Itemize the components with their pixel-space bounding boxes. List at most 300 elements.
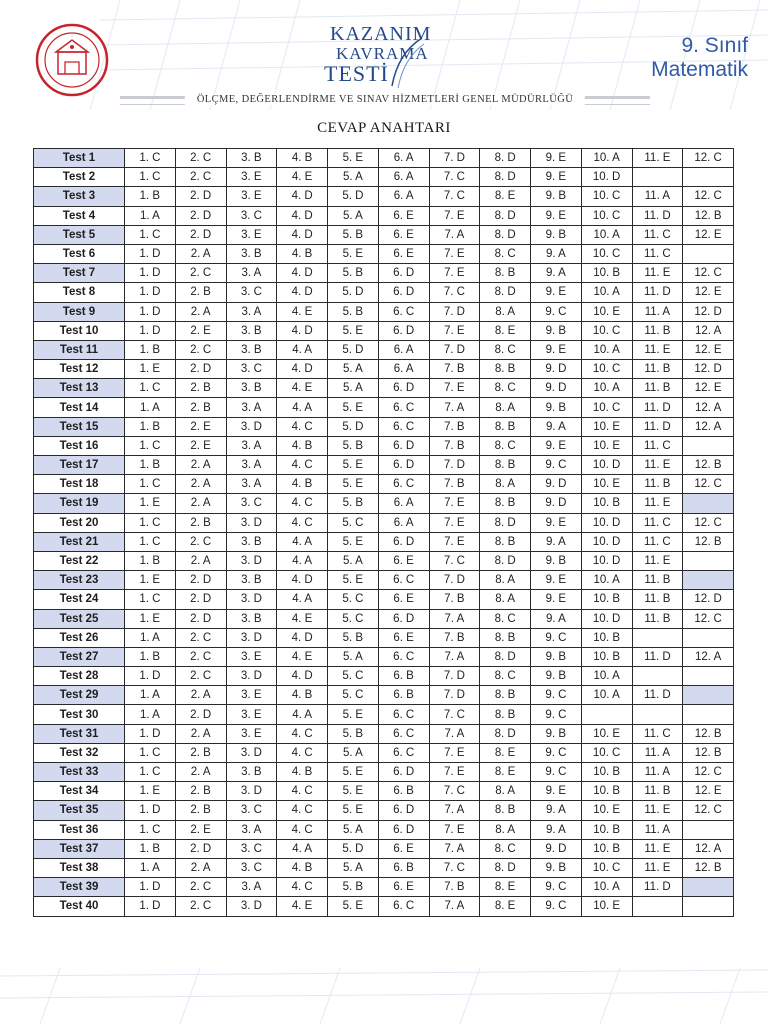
answer-cell: 6. B [378, 858, 429, 877]
answer-cell: 11. E [632, 264, 683, 283]
answer-cell: 4. B [277, 149, 328, 168]
test-name-cell: Test 30 [34, 705, 125, 724]
answer-cell: 9. B [531, 225, 582, 244]
grade-label: 9. Sınıf [681, 34, 748, 57]
answer-cell: 6. C [378, 647, 429, 666]
answer-cell: 1. D [125, 667, 176, 686]
answer-cell: 12. A [683, 398, 734, 417]
answer-row [34, 244, 734, 263]
answer-cell: 5. C [328, 667, 379, 686]
answer-cell: 5. B [328, 494, 379, 513]
answer-cell: 2. D [175, 206, 226, 225]
answer-cell: 3. A [226, 264, 277, 283]
answer-cell: 5. C [328, 590, 379, 609]
answer-cell: 4. A [277, 398, 328, 417]
answer-cell: 7. A [429, 398, 480, 417]
answer-cell: 4. B [277, 475, 328, 494]
answer-cell: 2. A [175, 686, 226, 705]
answer-cell: 5. A [328, 168, 379, 187]
empty-cell [683, 436, 734, 455]
answer-cell: 7. E [429, 743, 480, 762]
answer-cell: 7. E [429, 494, 480, 513]
answer-cell: 9. B [531, 724, 582, 743]
answer-cell: 7. D [429, 571, 480, 590]
answer-cell: 7. B [429, 417, 480, 436]
empty-cell [632, 667, 683, 686]
logo-swoosh-icon [386, 34, 426, 90]
answer-cell: 2. E [175, 436, 226, 455]
answer-cell: 1. D [125, 264, 176, 283]
answer-cell: 12. D [683, 360, 734, 379]
answer-cell: 11. E [632, 149, 683, 168]
answer-cell: 6. C [378, 724, 429, 743]
answer-row [34, 647, 734, 666]
answer-cell: 3. D [226, 897, 277, 916]
answer-cell: 8. A [480, 782, 531, 801]
answer-cell: 9. D [531, 494, 582, 513]
answer-cell: 4. D [277, 628, 328, 647]
answer-cell: 12. C [683, 513, 734, 532]
answer-cell: 1. C [125, 513, 176, 532]
answer-cell: 1. B [125, 647, 176, 666]
answer-cell: 5. A [328, 360, 379, 379]
test-name-cell: Test 8 [34, 283, 125, 302]
answer-cell: 2. D [175, 187, 226, 206]
answer-cell: 4. C [277, 743, 328, 762]
answer-cell: 12. E [683, 340, 734, 359]
answer-cell: 9. D [531, 360, 582, 379]
answer-cell: 3. C [226, 283, 277, 302]
answer-cell: 2. C [175, 340, 226, 359]
answer-cell: 5. B [328, 628, 379, 647]
test-name-cell: Test 9 [34, 302, 125, 321]
grade-subject-label [651, 34, 748, 82]
answer-cell: 12. C [683, 475, 734, 494]
answer-cell: 5. A [328, 743, 379, 762]
answer-cell: 5. E [328, 782, 379, 801]
answer-cell: 7. A [429, 225, 480, 244]
answer-cell: 6. E [378, 590, 429, 609]
answer-cell: 11. D [632, 647, 683, 666]
answer-cell: 3. C [226, 206, 277, 225]
answer-row [34, 724, 734, 743]
answer-cell: 9. E [531, 590, 582, 609]
footer-grid-background [0, 968, 768, 1024]
answer-row [34, 206, 734, 225]
answer-cell: 5. E [328, 763, 379, 782]
answer-cell: 1. C [125, 475, 176, 494]
answer-cell: 8. E [480, 878, 531, 897]
answer-cell: 5. D [328, 187, 379, 206]
answer-cell: 1. C [125, 225, 176, 244]
answer-cell: 8. D [480, 168, 531, 187]
answer-cell: 6. D [378, 820, 429, 839]
answer-row [34, 149, 734, 168]
answer-cell: 8. A [480, 571, 531, 590]
organization-band [120, 93, 650, 111]
empty-cell [683, 571, 734, 590]
answer-cell: 3. B [226, 571, 277, 590]
answer-cell: 5. D [328, 839, 379, 858]
answer-cell: 6. C [378, 571, 429, 590]
answer-cell: 6. C [378, 398, 429, 417]
answer-cell: 6. A [378, 340, 429, 359]
answer-row [34, 609, 734, 628]
answer-cell: 11. C [632, 244, 683, 263]
answer-cell: 1. E [125, 494, 176, 513]
answer-cell: 6. E [378, 225, 429, 244]
answer-cell: 2. C [175, 647, 226, 666]
answer-cell: 6. D [378, 321, 429, 340]
answer-cell: 9. B [531, 647, 582, 666]
answer-cell: 8. E [480, 897, 531, 916]
answer-cell: 1. A [125, 858, 176, 877]
answer-row [34, 398, 734, 417]
empty-cell [581, 705, 632, 724]
test-name-cell: Test 39 [34, 878, 125, 897]
answer-cell: 8. A [480, 302, 531, 321]
answer-cell: 2. A [175, 494, 226, 513]
answer-cell: 10. B [581, 494, 632, 513]
answer-cell: 9. A [531, 244, 582, 263]
answer-cell: 11. C [632, 532, 683, 551]
answer-cell: 6. D [378, 763, 429, 782]
answer-cell: 7. C [429, 187, 480, 206]
answer-cell: 2. D [175, 360, 226, 379]
answer-cell: 11. E [632, 456, 683, 475]
answer-row [34, 168, 734, 187]
answer-cell: 10. D [581, 609, 632, 628]
answer-cell: 2. C [175, 532, 226, 551]
answer-cell: 1. D [125, 244, 176, 263]
answer-cell: 10. D [581, 532, 632, 551]
answer-cell: 5. D [328, 340, 379, 359]
answer-cell: 6. C [378, 302, 429, 321]
answer-cell: 8. E [480, 743, 531, 762]
answer-row [34, 340, 734, 359]
answer-cell: 8. C [480, 667, 531, 686]
answer-cell: 6. E [378, 244, 429, 263]
answer-cell: 4. C [277, 494, 328, 513]
answer-cell: 7. A [429, 801, 480, 820]
answer-row [34, 532, 734, 551]
answer-cell: 7. B [429, 628, 480, 647]
answer-cell: 3. A [226, 302, 277, 321]
answer-cell: 8. D [480, 283, 531, 302]
answer-cell: 5. B [328, 302, 379, 321]
answer-cell: 5. E [328, 532, 379, 551]
answer-cell: 8. B [480, 532, 531, 551]
test-name-cell: Test 36 [34, 820, 125, 839]
answer-cell: 1. C [125, 820, 176, 839]
answer-row [34, 801, 734, 820]
answer-cell: 9. E [531, 168, 582, 187]
answer-cell: 1. E [125, 782, 176, 801]
answer-cell: 9. E [531, 340, 582, 359]
answer-cell: 10. D [581, 551, 632, 570]
answer-cell: 7. B [429, 475, 480, 494]
answer-cell: 3. A [226, 820, 277, 839]
answer-cell: 10. E [581, 417, 632, 436]
kazanim-kavrama-testi-logo [322, 24, 432, 94]
answer-cell: 5. B [328, 264, 379, 283]
answer-cell: 4. E [277, 379, 328, 398]
answer-cell: 7. C [429, 283, 480, 302]
answer-cell: 1. C [125, 379, 176, 398]
answer-cell: 12. B [683, 858, 734, 877]
answer-cell: 7. C [429, 782, 480, 801]
answer-cell: 5. A [328, 379, 379, 398]
answer-cell: 6. A [378, 494, 429, 513]
answer-row [34, 628, 734, 647]
answer-row [34, 494, 734, 513]
answer-cell: 11. A [632, 820, 683, 839]
answer-cell: 7. E [429, 206, 480, 225]
answer-cell: 2. C [175, 149, 226, 168]
answer-row [34, 513, 734, 532]
answer-cell: 2. D [175, 609, 226, 628]
answer-cell: 2. A [175, 302, 226, 321]
answer-cell: 8. C [480, 379, 531, 398]
logo-line-3: TESTİ [324, 61, 389, 86]
answer-row [34, 187, 734, 206]
answer-cell: 2. A [175, 456, 226, 475]
empty-cell [632, 897, 683, 916]
test-name-cell: Test 19 [34, 494, 125, 513]
answer-cell: 6. B [378, 782, 429, 801]
answer-cell: 11. E [632, 551, 683, 570]
answer-cell: 4. A [277, 340, 328, 359]
answer-cell: 1. C [125, 590, 176, 609]
answer-cell: 11. E [632, 839, 683, 858]
answer-row [34, 858, 734, 877]
answer-cell: 11. B [632, 475, 683, 494]
answer-cell: 10. E [581, 897, 632, 916]
answer-cell: 4. A [277, 532, 328, 551]
answer-cell: 7. B [429, 436, 480, 455]
answer-cell: 10. C [581, 743, 632, 762]
answer-cell: 6. E [378, 206, 429, 225]
answer-cell: 4. D [277, 264, 328, 283]
answer-cell: 5. A [328, 551, 379, 570]
answer-cell: 3. B [226, 244, 277, 263]
answer-cell: 12. B [683, 456, 734, 475]
answer-cell: 3. B [226, 340, 277, 359]
test-name-cell: Test 7 [34, 264, 125, 283]
answer-row [34, 360, 734, 379]
answer-cell: 10. C [581, 360, 632, 379]
test-name-cell: Test 35 [34, 801, 125, 820]
answer-cell: 2. C [175, 897, 226, 916]
answer-cell: 11. B [632, 360, 683, 379]
answer-cell: 12. C [683, 609, 734, 628]
answer-cell: 3. E [226, 647, 277, 666]
answer-cell: 2. D [175, 571, 226, 590]
answer-cell: 7. D [429, 667, 480, 686]
answer-cell: 5. B [328, 436, 379, 455]
answer-cell: 4. B [277, 686, 328, 705]
test-name-cell: Test 29 [34, 686, 125, 705]
test-name-cell: Test 24 [34, 590, 125, 609]
answer-cell: 11. B [632, 782, 683, 801]
answer-cell: 11. E [632, 858, 683, 877]
answer-cell: 9. E [531, 206, 582, 225]
answer-cell: 3. A [226, 436, 277, 455]
answer-cell: 3. A [226, 475, 277, 494]
answer-cell: 7. B [429, 360, 480, 379]
answer-cell: 5. A [328, 206, 379, 225]
answer-cell: 2. B [175, 801, 226, 820]
answer-cell: 6. D [378, 264, 429, 283]
answer-cell: 8. A [480, 820, 531, 839]
test-name-cell: Test 22 [34, 551, 125, 570]
answer-cell: 11. A [632, 187, 683, 206]
answer-cell: 8. C [480, 436, 531, 455]
answer-cell: 10. C [581, 858, 632, 877]
answer-cell: 9. D [531, 839, 582, 858]
answer-cell: 8. D [480, 206, 531, 225]
answer-cell: 11. D [632, 686, 683, 705]
answer-cell: 7. D [429, 149, 480, 168]
answer-cell: 1. B [125, 839, 176, 858]
answer-row [34, 705, 734, 724]
test-name-cell: Test 18 [34, 475, 125, 494]
answer-cell: 12. E [683, 379, 734, 398]
test-name-cell: Test 3 [34, 187, 125, 206]
answer-cell: 5. B [328, 225, 379, 244]
answer-cell: 4. D [277, 206, 328, 225]
answer-row [34, 436, 734, 455]
answer-cell: 8. B [480, 264, 531, 283]
answer-cell: 8. D [480, 551, 531, 570]
page-header [0, 0, 768, 120]
answer-cell: 4. C [277, 456, 328, 475]
answer-cell: 1. C [125, 743, 176, 762]
answer-cell: 7. E [429, 763, 480, 782]
test-name-cell: Test 34 [34, 782, 125, 801]
answer-cell: 2. C [175, 264, 226, 283]
answer-cell: 7. D [429, 302, 480, 321]
empty-cell [683, 667, 734, 686]
organization-name: ÖLÇME, DEĞERLENDİRME VE SINAV HİZMETLERİ GENEL MÜDÜRLÜĞÜ [185, 94, 585, 105]
answer-cell: 3. C [226, 494, 277, 513]
answer-cell: 10. E [581, 475, 632, 494]
answer-cell: 1. C [125, 168, 176, 187]
answer-cell: 8. D [480, 513, 531, 532]
answer-cell: 9. C [531, 743, 582, 762]
answer-cell: 7. D [429, 456, 480, 475]
answer-cell: 3. C [226, 360, 277, 379]
test-name-cell: Test 13 [34, 379, 125, 398]
answer-cell: 12. C [683, 149, 734, 168]
test-name-cell: Test 25 [34, 609, 125, 628]
answer-cell: 2. D [175, 225, 226, 244]
empty-cell [683, 244, 734, 263]
answer-cell: 1. D [125, 302, 176, 321]
answer-cell: 6. D [378, 283, 429, 302]
answer-cell: 2. A [175, 763, 226, 782]
answer-cell: 3. E [226, 724, 277, 743]
answer-cell: 5. B [328, 878, 379, 897]
test-name-cell: Test 15 [34, 417, 125, 436]
answer-cell: 3. B [226, 321, 277, 340]
answer-cell: 1. B [125, 187, 176, 206]
test-name-cell: Test 16 [34, 436, 125, 455]
answer-cell: 7. E [429, 321, 480, 340]
answer-cell: 2. B [175, 283, 226, 302]
answer-cell: 5. E [328, 149, 379, 168]
answer-cell: 5. A [328, 820, 379, 839]
test-name-cell: Test 1 [34, 149, 125, 168]
answer-cell: 2. E [175, 321, 226, 340]
answer-cell: 7. C [429, 551, 480, 570]
answer-cell: 10. A [581, 571, 632, 590]
answer-cell: 7. C [429, 168, 480, 187]
empty-cell [632, 168, 683, 187]
answer-cell: 10. B [581, 264, 632, 283]
answer-cell: 11. D [632, 417, 683, 436]
answer-cell: 8. B [480, 417, 531, 436]
empty-cell [683, 168, 734, 187]
answer-cell: 9. B [531, 551, 582, 570]
answer-cell: 1. C [125, 763, 176, 782]
answer-cell: 4. B [277, 763, 328, 782]
answer-cell: 12. E [683, 283, 734, 302]
answer-cell: 10. A [581, 379, 632, 398]
answer-cell: 10. C [581, 244, 632, 263]
answer-cell: 2. A [175, 475, 226, 494]
logo-line-1: KAZANIM [330, 23, 432, 45]
answer-cell: 5. B [328, 724, 379, 743]
answer-cell: 1. D [125, 283, 176, 302]
answer-cell: 3. B [226, 763, 277, 782]
ministry-emblem-icon [34, 22, 110, 98]
answer-cell: 12. C [683, 187, 734, 206]
answer-cell: 8. E [480, 321, 531, 340]
answer-cell: 10. A [581, 283, 632, 302]
answer-cell: 3. D [226, 417, 277, 436]
answer-cell: 11. B [632, 379, 683, 398]
answer-cell: 12. A [683, 321, 734, 340]
answer-cell: 11. C [632, 724, 683, 743]
answer-cell: 10. D [581, 456, 632, 475]
answer-row [34, 283, 734, 302]
answer-cell: 11. C [632, 436, 683, 455]
answer-cell: 10. B [581, 839, 632, 858]
answer-cell: 10. B [581, 647, 632, 666]
answer-cell: 3. D [226, 743, 277, 762]
answer-cell: 8. B [480, 628, 531, 647]
answer-cell: 9. A [531, 264, 582, 283]
answer-cell: 3. D [226, 782, 277, 801]
answer-cell: 11. A [632, 743, 683, 762]
test-name-cell: Test 37 [34, 839, 125, 858]
answer-cell: 6. D [378, 379, 429, 398]
answer-cell: 7. E [429, 820, 480, 839]
answer-cell: 10. A [581, 149, 632, 168]
answer-cell: 4. C [277, 513, 328, 532]
empty-cell [683, 897, 734, 916]
answer-cell: 4. C [277, 782, 328, 801]
test-name-cell: Test 6 [34, 244, 125, 263]
answer-cell: 1. B [125, 417, 176, 436]
empty-cell [683, 878, 734, 897]
answer-row [34, 667, 734, 686]
answer-cell: 3. A [226, 878, 277, 897]
answer-cell: 11. D [632, 878, 683, 897]
answer-cell: 6. D [378, 436, 429, 455]
test-name-cell: Test 26 [34, 628, 125, 647]
